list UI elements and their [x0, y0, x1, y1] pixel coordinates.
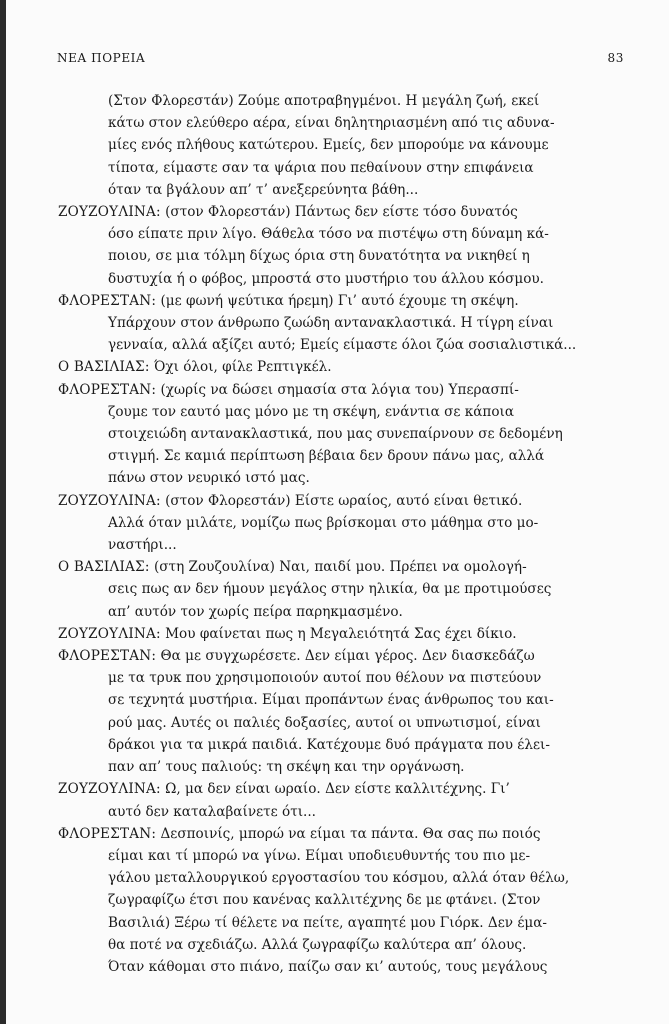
speaker-name: Ο ΒΑΣΙΛΙΑΣ: [58, 559, 150, 576]
dialogue-paragraph [58, 356, 626, 378]
text-line: είμαι και τί μπορώ να γίνω. Είμαι υποδιευθυντής του πιο με- [108, 847, 531, 864]
text-line: ρού μας. Αυτές οι παλιές δοξασίες, αυτοί οι υπνωτισμοί, είναι [108, 714, 541, 731]
dialogue-paragraph [58, 823, 626, 978]
text-line: γάλου μεταλλουργικού εργοστασίου του κόσμου, αλλά όταν θέλω, [108, 870, 570, 887]
text-line [58, 379, 626, 401]
text-line: τίποτα, είμαστε σαν τα ψάρια που πεθαίνουν στην επιφάνεια [108, 159, 534, 176]
text-line [58, 556, 626, 578]
text-line: σεις πως αν δεν ήμουν μεγάλος στην ηλικία, θα με προτιμούσες [108, 581, 552, 598]
speech-text: (χωρίς να δώσει σημασία στα λόγια του) Υπερασπί- [156, 381, 519, 398]
text-line [58, 623, 626, 645]
dialogue-paragraph [58, 778, 626, 822]
speaker-name: Ο ΒΑΣΙΛΙΑΣ: [58, 359, 150, 376]
text-line: στιγμή. Σε καμιά περίπτωση βέβαια δεν δρουν πάνω μας, αλλά [108, 448, 545, 465]
text-line [58, 823, 626, 845]
speech-text: Θα με συγχωρέσετε. Δεν είμαι γέρος. Δεν διασκεδάζω [156, 648, 535, 665]
text-line: Αλλά όταν μιλάτε, νομίζω πως βρίσκομαι στο μάθημα στο μο- [108, 514, 539, 531]
text-line [58, 778, 626, 800]
speech-text: Ω, μα δεν είναι ωραίο. Δεν είστε καλλιτέχνης. Γι’ [160, 781, 510, 798]
dialogue-paragraph [58, 490, 626, 557]
text-line: πάνω στον νευρικό ιστό μας. [108, 470, 310, 487]
text-line: όταν τα βγάλουν απ’ τ’ ανεξερεύνητα βάθη... [108, 181, 419, 198]
play-text [58, 90, 626, 978]
speaker-name: ΖΟΥΖΟΥΛΙΝΑ: [58, 492, 161, 509]
speech-text: Μου φαίνεται πως η Μεγαλειότητά Σας έχει δίκιο. [160, 625, 517, 642]
text-line [58, 356, 626, 378]
text-line: δυστυχία ή ο φόβος, μπροστά στο μυστήριο του άλλου κόσμου. [108, 270, 545, 287]
speaker-name: ΦΛΟΡΕΣΤΑΝ: [58, 648, 157, 665]
text-line: Υπάρχουν στον άνθρωπο ζωώδη αντανακλαστικά. Η τίγρη είναι [108, 315, 554, 332]
text-line: δράκοι για τα μικρά παιδιά. Κατέχουμε δυό πράγματα που έλει- [108, 736, 550, 753]
speech-text: (με φωνή ψεύτικα ήρεμη) Γι’ αυτό έχουμε τη σκέψη. [156, 292, 519, 309]
page-number: 83 [607, 51, 624, 65]
speech-text: (στη Ζουζουλίνα) Ναι, παιδί μου. Πρέπει να ομολογή- [149, 559, 527, 576]
text-line: Όταν κάθομαι στο πιάνο, παίζω σαν κι’ αυτούς, τους μεγάλους [108, 958, 548, 975]
text-line [58, 290, 626, 312]
dialogue-paragraph [58, 556, 626, 623]
text-line [58, 490, 626, 512]
speaker-name: ΦΛΟΡΕΣΤΑΝ: [58, 381, 157, 398]
text-line: αυτό δεν καταλαβαίνετε ότι... [108, 803, 317, 820]
speech-text: Δεσποινίς, μπορώ να είμαι τα πάντα. Θα σας πω ποιός [156, 825, 541, 842]
speech-text: Όχι όλοι, φίλε Ρεπτιγκέλ. [149, 359, 332, 376]
text-line: όσο είπατε πριν λίγο. Θάθελα τόσο να πιστέψω στη δύναμη κά- [108, 226, 549, 243]
text-line: ζωγραφίζω έτσι που κανένας καλλιτέχνης δε με φτάνει. (Στον [108, 892, 541, 909]
speech-text: (στον Φλορεστάν) Πάντως δεν είστε τόσο δυνατός [160, 204, 518, 221]
text-line [58, 201, 626, 223]
text-line: ναστήρι... [108, 537, 177, 554]
text-line: κάτω στον ελεύθερο αέρα, είναι δηλητηριασμένη από τις αδυνα- [108, 115, 555, 132]
dialogue-paragraph [58, 290, 626, 357]
text-line: σε τεχνητά μυστήρια. Είμαι προπάντων ένας άνθρωπος του και- [108, 692, 554, 709]
dialogue-paragraph [58, 379, 626, 490]
text-line [58, 645, 626, 667]
text-line: (Στον Φλορεστάν) Ζούμε αποτραβηγμένοι. Η μεγάλη ζωή, εκεί [108, 93, 540, 109]
text-line: παν απ’ τους παλιούς: τη σκέψη και την οργάνωση. [108, 759, 465, 776]
text-line: με τα τρυκ που χρησιμοποιούν αυτοί που θέλουν να πιστεύουν [108, 670, 542, 687]
page-binding-edge [0, 0, 6, 1024]
dialogue-paragraph [58, 201, 626, 290]
text-line: ποιου, σε μια τόλμη δίχως όρια στη δυνατότητα να νικηθεί η [108, 248, 530, 265]
text-line: θα ποτέ να σχεδιάζω. Αλλά ζωγραφίζω καλύτερα απ’ όλους. [108, 936, 527, 953]
text-line: γενναία, αλλά αξίζει αυτό; Εμείς είμαστε όλοι ζώα σοσιαλιστικά... [108, 337, 577, 354]
dialogue-paragraph [58, 645, 626, 778]
speaker-name: ΦΛΟΡΕΣΤΑΝ: [58, 292, 157, 309]
speaker-name: ΖΟΥΖΟΥΛΙΝΑ: [58, 625, 161, 642]
running-header [57, 51, 624, 65]
text-line: στοιχειώδη αντανακλαστικά, που μας συνεπαίρνουν σε δεδομένη [108, 426, 563, 443]
speech-text: (στον Φλορεστάν) Είστε ωραίος, αυτό είναι θετικό. [160, 492, 523, 509]
dialogue-paragraph [58, 623, 626, 645]
running-title: ΝΕΑ ΠΟΡΕΙΑ [57, 51, 146, 65]
text-line: Βασιλιά) Ξέρω τί θέλετε να πείτε, αγαπητέ μου Γιόρκ. Δεν έμα- [108, 914, 547, 931]
continued-paragraph [58, 90, 626, 201]
text-line: απ’ αυτόν τον χωρίς πείρα παρηκμασμένο. [108, 603, 403, 620]
text-line: μίες ενός πλήθους κατώτερου. Εμείς, δεν μπορούμε να κάνουμε [108, 137, 549, 154]
text-line: ζουμε τον εαυτό μας μόνο με τη σκέψη, ενάντια σε κάποια [108, 403, 515, 420]
speaker-name: ΦΛΟΡΕΣΤΑΝ: [58, 825, 157, 842]
speaker-name: ΖΟΥΖΟΥΛΙΝΑ: [58, 781, 161, 798]
speaker-name: ΖΟΥΖΟΥΛΙΝΑ: [58, 204, 161, 221]
